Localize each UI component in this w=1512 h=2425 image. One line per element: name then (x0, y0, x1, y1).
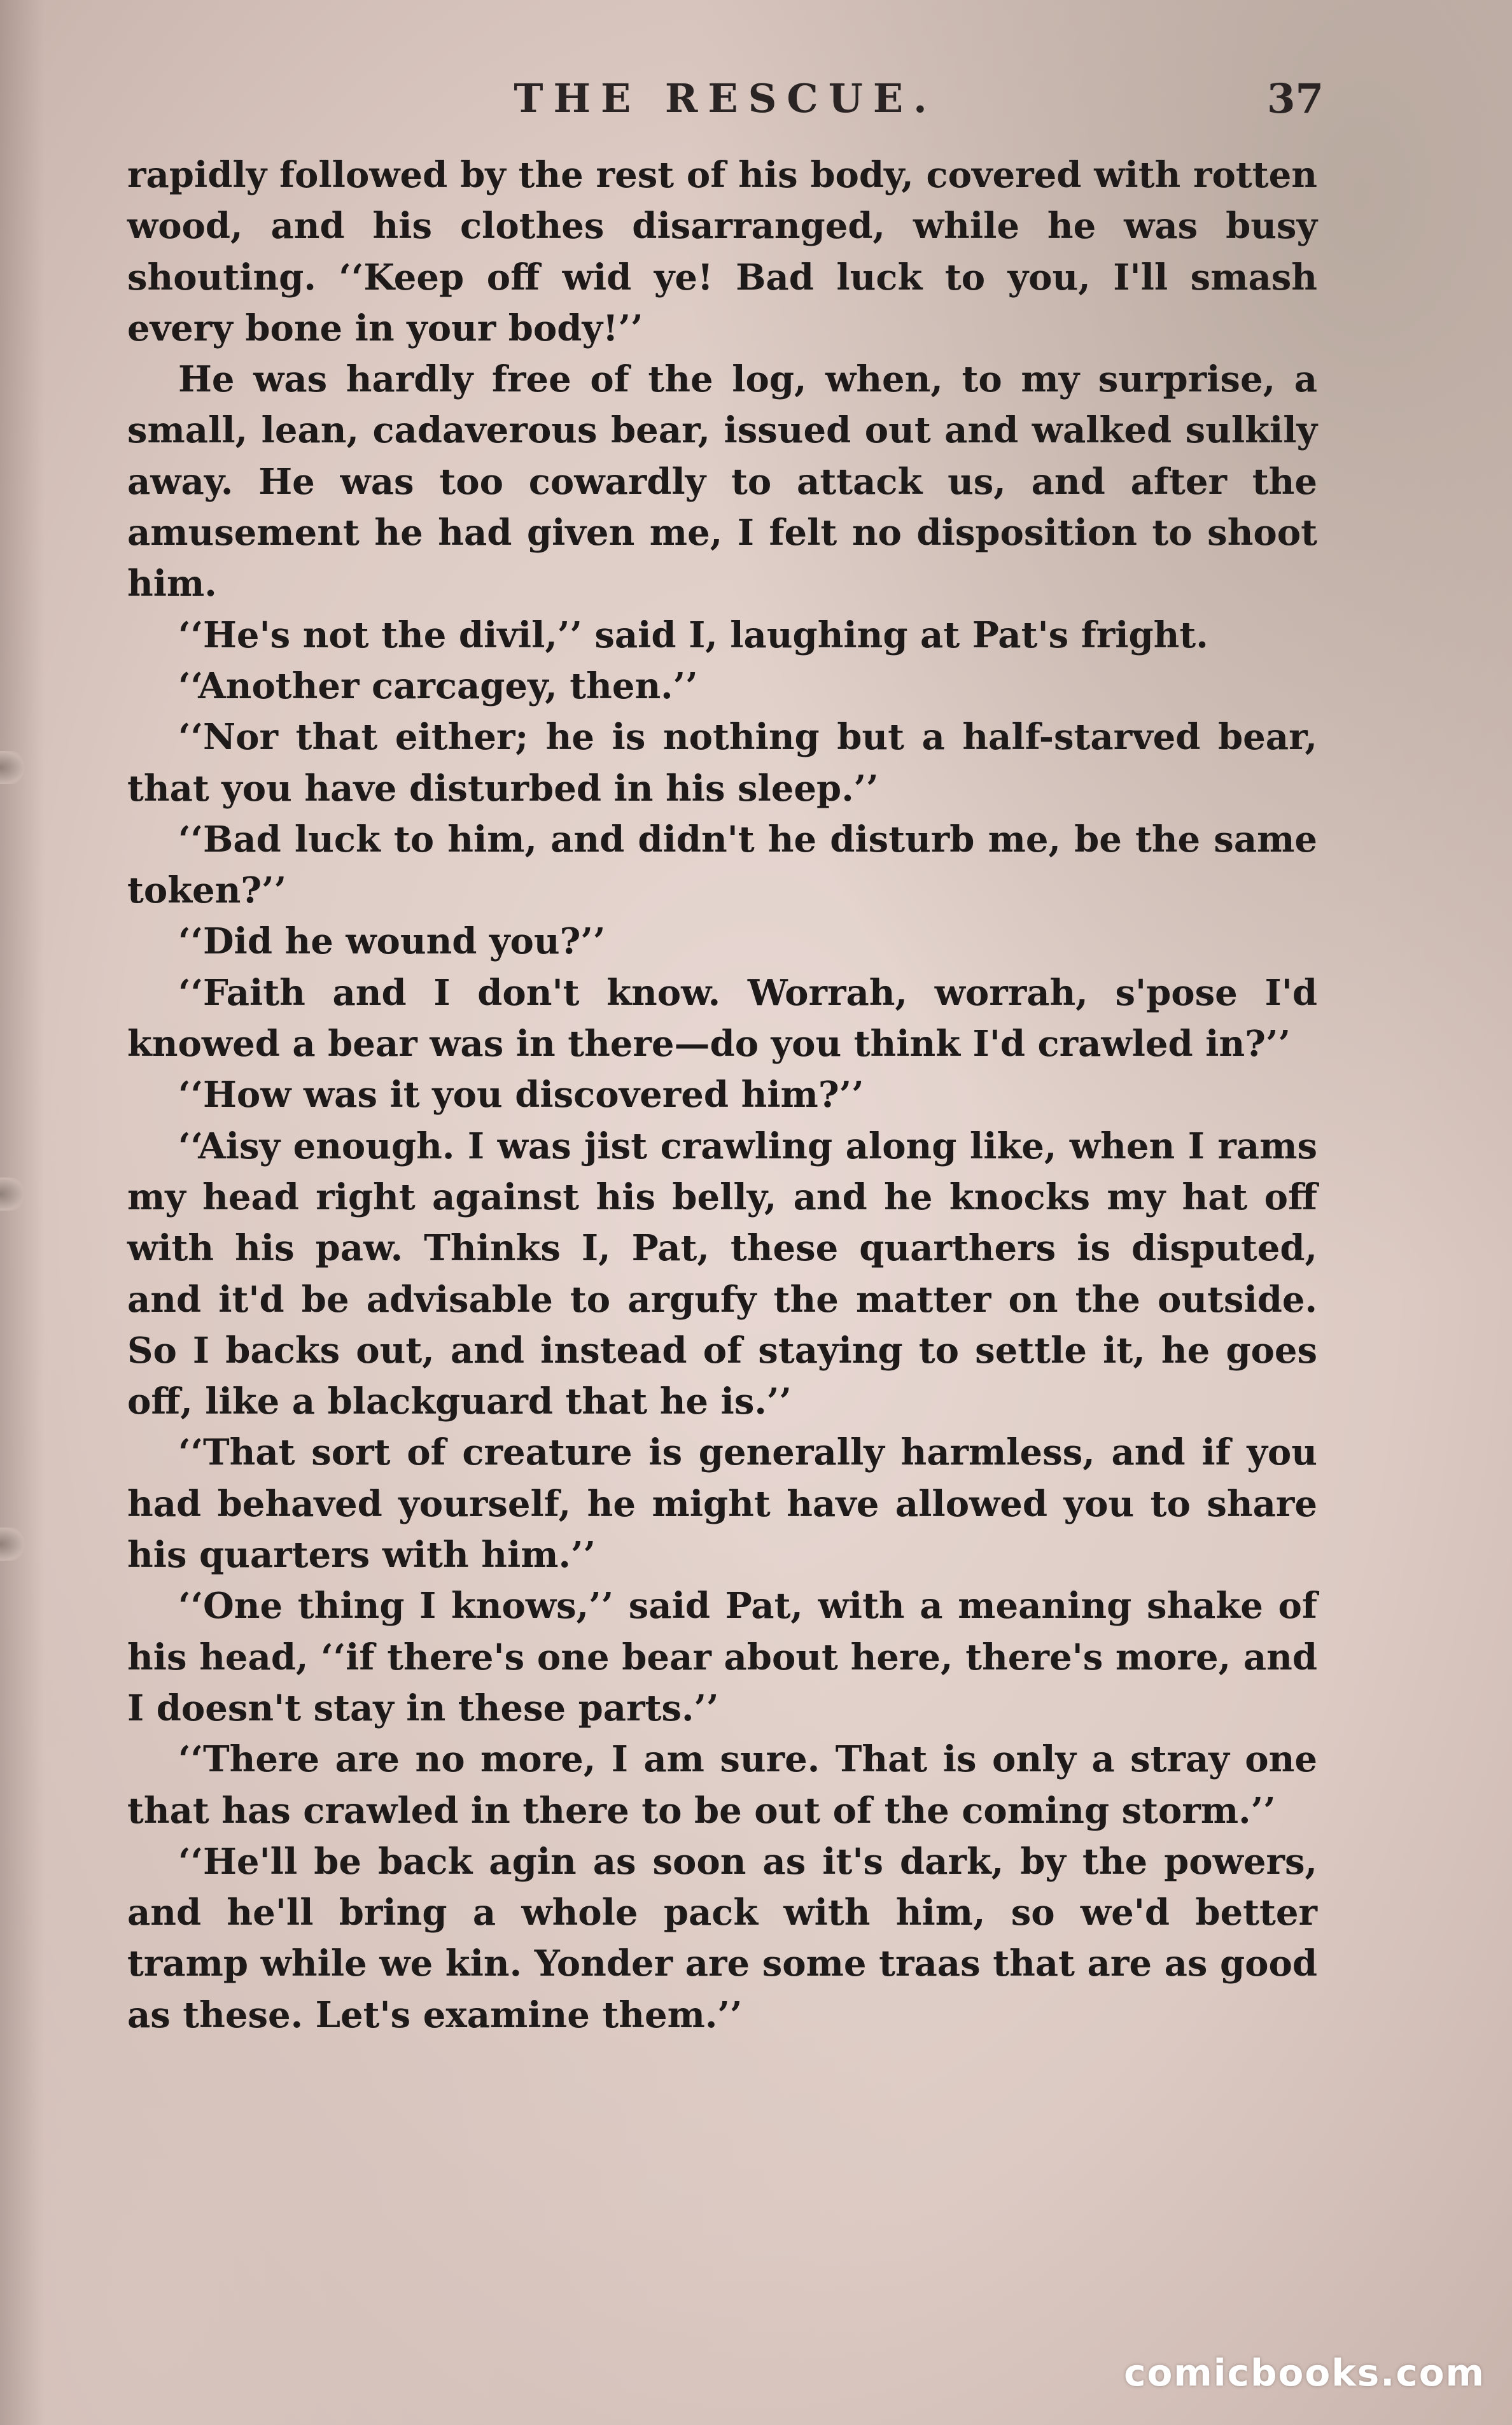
body-text (127, 150, 1317, 2041)
paragraph: rapidly followed by the rest of his body, covered with rotten wood, and his clothes disarranged, while he was busy shouting. ‘‘Keep off wid ye! Bad luck to you, I'll smash every bone in your body!’’ (127, 154, 1317, 349)
paragraph: ‘‘Bad luck to him, and didn't he disturb me, be the same token?’’ (127, 818, 1317, 912)
paragraph: ‘‘There are no more, I am sure. That is only a stray one that has crawled in there to be out of the coming storm.’’ (127, 1738, 1317, 1832)
paragraph: ‘‘Another carcagey, then.’’ (178, 664, 698, 707)
page-hole (0, 751, 24, 784)
running-title: THE RESCUE. (514, 75, 937, 122)
paragraph: ‘‘One thing I knows,’’ said Pat, with a meaning shake of his head, ‘‘if there's one bear about here, there's more, and I doesn't stay in these parts.’’ (127, 1585, 1317, 1729)
paragraph: ‘‘He's not the divil,’’ said I, laughing at Pat's fright. (178, 614, 1208, 656)
paragraph: ‘‘That sort of creature is generally harmless, and if you had behaved yourself, he might have allowed you to share his quarters with him.’’ (127, 1431, 1317, 1577)
page-spine-shadow (0, 0, 45, 2425)
running-head (127, 75, 1324, 132)
paragraph: ‘‘Did he wound you?’’ (178, 920, 606, 963)
paragraph: ‘‘Aisy enough. I was jist crawling along like, when I rams my head right against his belly, and he knocks my hat off with his paw. Thinks I, Pat, these quarthers is disputed, and it'd be advisable to argufy the matter on the outside. So I backs out, and instead of staying to settle it, he goes off, like a blackguard that he is.’’ (127, 1125, 1317, 1423)
page-number: 37 (1266, 75, 1324, 123)
paragraph: ‘‘Faith and I don't know. Worrah, worrah, s'pose I'd knowed a bear was in there—do you think I'd crawled in?’’ (127, 971, 1317, 1065)
page-hole (0, 1528, 24, 1561)
paragraph: ‘‘He'll be back agin as soon as it's dark, by the powers, and he'll bring a whole pack with him, so we'd better tramp while we kin. Yonder are some traas that are as good as these. Let's examine them.’’ (127, 1840, 1317, 2036)
page-hole (0, 1177, 24, 1211)
paragraph: ‘‘How was it you discovered him?’’ (178, 1074, 864, 1116)
paragraph: ‘‘Nor that either; he is nothing but a half-starved bear, that you have disturbed in his sleep.’’ (127, 716, 1317, 810)
watermark: comicbooks.com (1124, 2351, 1485, 2394)
paragraph: He was hardly free of the log, when, to my surprise, a small, lean, cadaverous bear, issued out and walked sulkily away. He was too cowardly to attack us, and after the amusement he had given me, I felt no disposition to shoot him. (127, 358, 1317, 605)
